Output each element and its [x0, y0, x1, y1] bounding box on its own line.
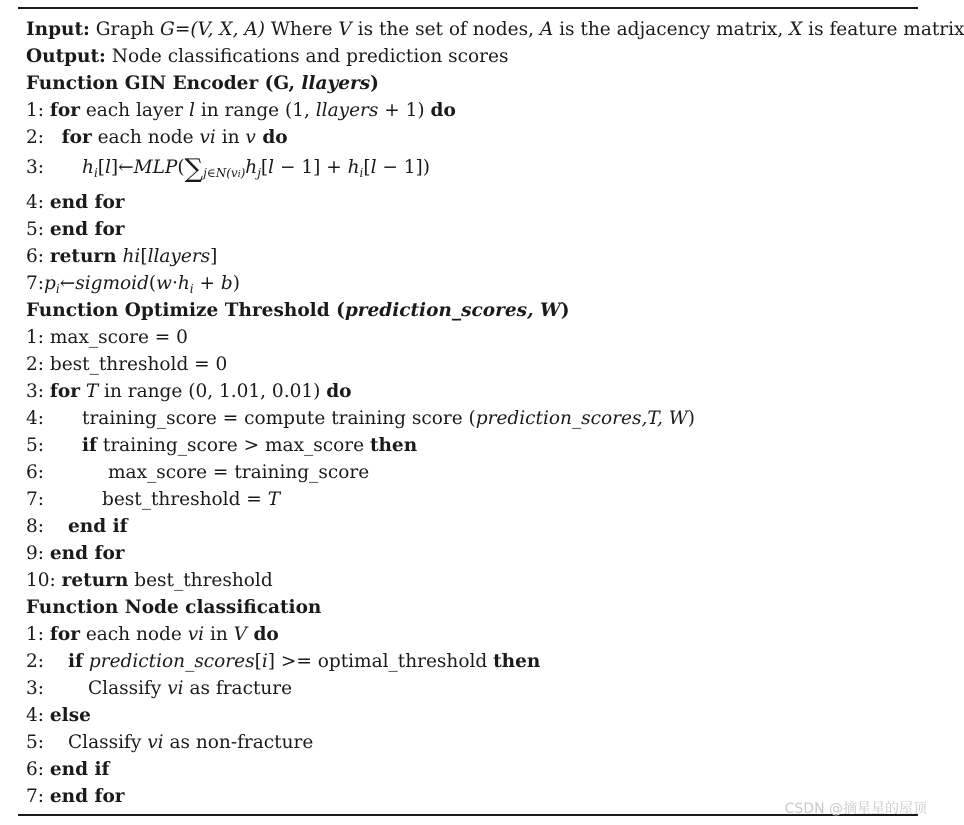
input-line: Input: Graph G=(V, X, A) Where V is the set of nodes, A is the adjacency matrix, X is feature matrix: [26, 19, 964, 40]
opt-line-8: 8: end if: [26, 516, 128, 537]
summation-symbol: ∑: [184, 154, 204, 184]
watermark: CSDN @摘星星的屋顶: [784, 801, 927, 817]
nc-line-1: 1: for each node vi in V do: [26, 624, 279, 645]
opt-line-10: 10: return best_threshold: [26, 570, 273, 591]
gin-line-7: $7:p_i\leftarrow sigmoid(w\cdot h_i + b)$: [26, 273, 240, 296]
nc-line-3: 3: Classify vi as fracture: [26, 678, 293, 699]
nc-line-7: 7: end for: [26, 786, 125, 807]
opt-line-6: 6: max_score = training_score: [26, 462, 370, 483]
opt-line-9: 9: end for: [26, 543, 125, 564]
opt-line-5: 5: if training_score > max_score then: [26, 435, 418, 456]
gin-line-1: 1: for each layer l in range (1, llayers + 1) do: [26, 100, 456, 121]
gin-line-6: 6: return hi[llayers]: [26, 246, 218, 267]
nc-line-6: 6: end if: [26, 759, 110, 780]
gin-line-3: 3: $h_i[l]\leftarrow MLP(\sum_{j\in N(vi)}h_j[l - 1] + h_i[l - 1])$: [26, 154, 430, 184]
opt-line-3: 3: for T in range (0, 1.01, 0.01) do: [26, 381, 352, 402]
opt-line-2: 2: best_threshold = 0: [26, 354, 228, 375]
gin-line-5: 5: end for: [26, 219, 125, 240]
opt-line-1: 1: max_score = 0: [26, 327, 188, 348]
output-line: Output: Node classifications and prediction scores: [26, 46, 509, 67]
nc-line-5: 5: Classify vi as non-fracture: [26, 732, 314, 753]
formula-mlp-update: $h_i[l]\leftarrow MLP(\sum_{j\in N(vi)}h_j[l - 1] + h_i[l - 1])$: [82, 154, 430, 184]
gin-line-4: 4: end for: [26, 192, 125, 213]
nc-line-2: 2: if prediction_scores[i] >= optimal_threshold then: [26, 651, 541, 672]
optimize-function-title: Function Optimize Threshold (prediction_scores, W): [26, 300, 570, 321]
algorithm-block: [26, 16, 964, 810]
bottom-rule: [18, 814, 918, 816]
top-rule: [18, 7, 918, 9]
opt-line-4: 4: training_score = compute training score (prediction_scores,T, W): [26, 408, 695, 429]
node-classification-title: Function Node classification: [26, 597, 322, 618]
gin-line-2: 2: for each node vi in v do: [26, 127, 288, 148]
opt-line-7: 7: best_threshold = T: [26, 489, 281, 510]
gin-function-title: Function GIN Encoder (G, llayers): [26, 73, 379, 94]
nc-line-4: 4: else: [26, 705, 91, 726]
